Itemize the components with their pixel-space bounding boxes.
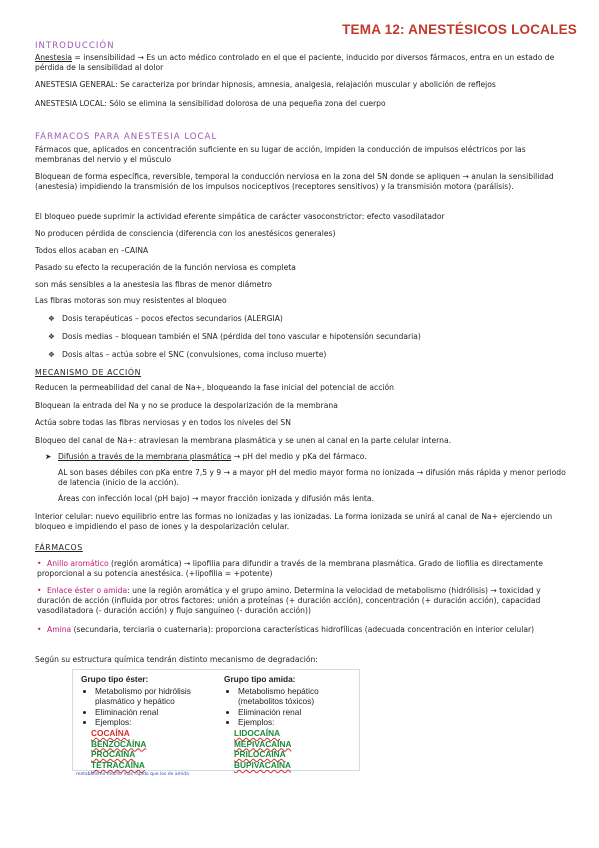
difusion-item: ➤ Difusión a través de la membrana plasmática → pH del medio y pKa del fármaco. (45, 452, 367, 461)
amida-item: • Eliminación renal (238, 707, 358, 718)
anestesia-general: ANESTESIA GENERAL: Se caracteriza por brindar hipnosis, amnesia, analgesia, relajación muscular y abolición de reflejos (35, 80, 496, 89)
farmacos-p3: El bloqueo puede suprimir la actividad eferente simpática de carácter vasoconstrictor: efecto vasodilatador (35, 212, 445, 221)
degradacion-text: Según su estructura química tendrán distinto mecanismo de degradación: (35, 655, 318, 664)
diamond-bullet-icon: ❖ (48, 332, 55, 341)
difusion-detail-2: Áreas con infección local (pH bajo) → mayor fracción ionizada y difusión más lenta. (58, 494, 374, 503)
mecanismo-p4: Bloqueo del canal de Na+: atraviesan la membrana plasmática y se unen al canal en la parte celular interna. (35, 436, 452, 445)
amida-example: BUPIVACAÍNA (234, 759, 292, 770)
ester-title: Grupo tipo éster: (81, 674, 149, 684)
farmacos-p6: Pasado su efecto la recuperación de la función nerviosa es completa (35, 263, 296, 272)
ester-item: • Eliminación renal (95, 707, 215, 718)
amida-box (218, 670, 358, 770)
ester-item: • Metabolismo por hidrólisis plasmático y hepático (95, 686, 215, 707)
ester-item: • Ejemplos: (95, 717, 215, 728)
ester-example: BENZOCAÍNA (91, 738, 147, 749)
amida-example: MEPIVACAÍNA (234, 738, 292, 749)
intro-heading: INTRODUCCIÓN (35, 41, 115, 51)
farmacos-p5: Todos ellos acaban en –CAINA (35, 246, 149, 255)
anestesia-term: Anestesia (35, 53, 73, 62)
farmacos-item-anillo: • Anillo aromático (región aromática) → lipofilia para difundir a través de la membrana plasmática. Grado de liofilia es directamente proporcional a su potencia anestésica. (+lipofilia = +potente) (37, 559, 543, 579)
amida-title: Grupo tipo amida: (224, 674, 296, 684)
farmacos-p1: Fármacos que, aplicados en concentración suficiente en su lugar de acción, impiden la conducción de impulsos eléctricos por las membranas del nervio y el músculo (35, 145, 526, 165)
mecanismo-p2: Bloquean la entrada del Na y no se produce la despolarización de la membrana (35, 401, 338, 410)
anestesia-definition-text: = insensibilidad → Es un acto médico controlado en el que el paciente, inducido por diversos fármacos, entra en un estado de pérdida de la sensibilidad al dolor (35, 53, 555, 73)
anestesia-local: ANESTESIA LOCAL: Sólo se elimina la sensibilidad dolorosa de una pequeña zona del cuerpo (35, 99, 386, 108)
ester-example: TETRACAÍNA (91, 759, 145, 770)
bullet-dot-icon: • (37, 586, 42, 595)
dosis-bullet: ❖ Dosis medias – bloquean también el SNA (pérdida del tono vascular e hipotensión secundaria) (48, 332, 421, 341)
dosis-bullet: ❖ Dosis terapéuticas – pocos efectos secundarios (ALERGIA) (48, 314, 283, 323)
difusion-detail-1: AL son bases débiles con pKa entre 7,5 y 9 → a mayor pH del medio mayor forma no ionizada → difusión más rápida y menor periodo de latencia (inicio de la acción). (58, 468, 566, 488)
ester-example: PROCAÍNA (91, 749, 136, 760)
bullet-dot-icon: • (37, 625, 42, 634)
farmacos-p2: Bloquean de forma específica, reversible, temporal la conducción nerviosa en la zona del SN donde se apliquen → anulan la sensibilidad (anestesia) impidiendo la transmisión de los impulsos nociceptivos (receptores sensitivos) y la transmisión motora (parálisis). (35, 172, 554, 192)
handwritten-note: metabolismo mucho más rápido que los de amida (76, 772, 189, 777)
farmacos-p7: son más sensibles a la anestesia las fibras de menor diámetro (35, 280, 272, 289)
amida-example: LIDOCAÍNA (234, 727, 281, 738)
mecanismo-p5: Interior celular: nuevo equilibrio entre las formas no ionizadas y las ionizadas. La forma ionizada se unirá al canal de Na+ ejerciendo un bloqueo e impidiendo el paso de iones y la despolarización celular. (35, 512, 553, 532)
amida-item: • Metabolismo hepático (metabolitos tóxicos) (238, 686, 358, 707)
mecanismo-p1: Reducen la permeabilidad del canal de Na+, bloqueando la fase inicial del potencial de acción (35, 383, 394, 392)
grupos-table (72, 669, 360, 771)
farmacos-item-amina: • Amina (secundaria, terciaria o cuaternaria): proporciona características hidrofílicas (adecuada concentración en interior celular) (37, 625, 535, 634)
amida-example: PRILOCAÍNA (234, 749, 286, 760)
ester-box (75, 670, 215, 770)
diamond-bullet-icon: ❖ (48, 314, 55, 323)
page-title: TEMA 12: ANESTÉSICOS LOCALES (342, 22, 577, 37)
farmacos-anestesia-heading: FÁRMACOS PARA ANESTESIA LOCAL (35, 132, 218, 142)
farmacos-heading: FÁRMACOS (35, 543, 83, 552)
intro-anestesia-definition (35, 53, 569, 73)
diamond-bullet-icon: ❖ (48, 350, 55, 359)
difusion-term: Difusión a través de la membrana plasmática (58, 452, 232, 461)
mecanismo-heading: MECANISMO DE ACCIÓN (35, 368, 142, 377)
arrow-bullet-icon: ➤ (45, 452, 52, 461)
mecanismo-p3: Actúa sobre todas las fibras nerviosas y en todos los niveles del SN (35, 418, 291, 427)
bullet-dot-icon: • (37, 559, 42, 568)
ester-example: COCAÍNA (91, 727, 130, 738)
amida-item: • Ejemplos: (238, 717, 358, 728)
farmacos-item-enlace: • Enlace éster o amida: une la región aromática y el grupo amino. Determina la velocidad de metabolismo (hidrólisis) → toxicidad y duración de acción (influida por otros factores: unión a proteínas (+ duración acción), concentración (+ duración acción), capacidad vasodilatadora (- duración acción) y flujo sanguíneo (- duración acción)) (37, 586, 541, 616)
farmacos-p4: No producen pérdida de consciencia (diferencia con los anestésicos generales) (35, 229, 336, 238)
dosis-bullet: ❖ Dosis altas – actúa sobre el SNC (convulsiones, coma incluso muerte) (48, 350, 327, 359)
farmacos-p8: Las fibras motoras son muy resistentes al bloqueo (35, 296, 227, 305)
